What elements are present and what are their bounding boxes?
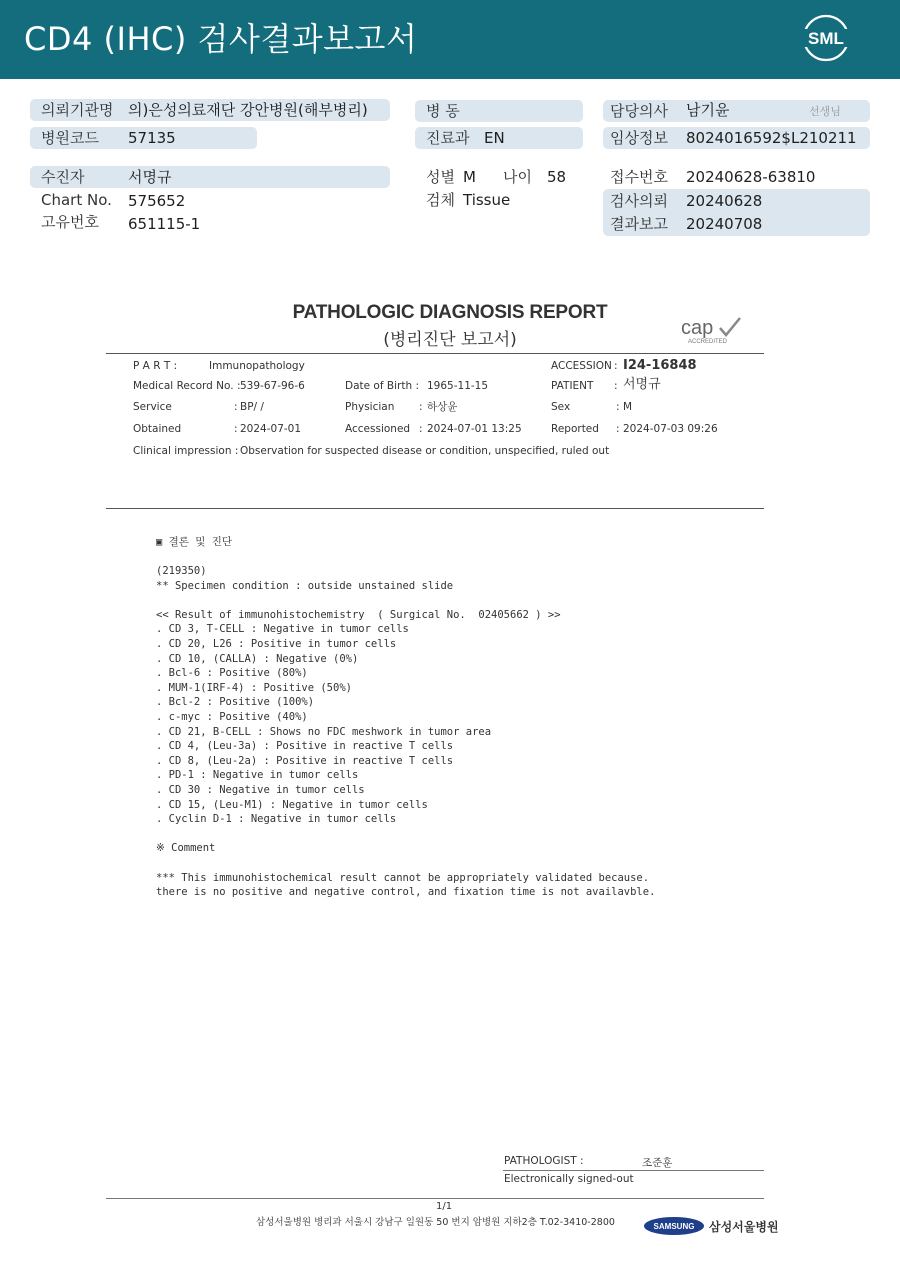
obtained-label: Obtained bbox=[133, 423, 182, 435]
doctor-label: 담당의사 bbox=[610, 102, 668, 120]
receipt-label: 접수번호 bbox=[610, 168, 668, 186]
accession-label: ACCESSION bbox=[551, 360, 612, 372]
receipt-value: 20240628-63810 bbox=[686, 168, 816, 186]
diagnosis-heading: ▣ 결론 및 진단 bbox=[156, 536, 233, 548]
result-label: 결과보고 bbox=[610, 215, 668, 233]
diagnosis-line: . CD 4, (Leu-3a) : Positive in reactive T cells bbox=[156, 740, 454, 753]
patient-label: 수진자 bbox=[41, 168, 85, 186]
diagnosis-line: there is no positive and negative control, and fixation time is not availavble. bbox=[156, 886, 656, 899]
dept-value: EN bbox=[484, 129, 505, 147]
age-label: 나이 bbox=[503, 168, 532, 186]
result-value: 20240708 bbox=[686, 215, 763, 233]
diagnosis-line: . PD-1 : Negative in tumor cells bbox=[156, 769, 359, 782]
dept-label: 진료과 bbox=[426, 129, 470, 147]
samsung-text: SAMSUNG bbox=[653, 1222, 695, 1231]
diagnosis-line: . CD 15, (Leu-M1) : Negative in tumor cells bbox=[156, 798, 428, 811]
footer-rule bbox=[106, 1198, 764, 1199]
diagnosis-line: ※ Comment bbox=[156, 842, 216, 855]
patient-value-report: 서명규 bbox=[623, 377, 661, 392]
diagnosis-line: . CD 20, L26 : Positive in tumor cells bbox=[156, 638, 397, 650]
report-title-en: PATHOLOGIC DIAGNOSIS REPORT bbox=[292, 302, 608, 323]
footer-address: 삼성서울병원 병리과 서울시 강남구 일원동 50 번지 암병원 지하2층 T.02-3410-2800 bbox=[256, 1217, 615, 1228]
diagnosis-line: . CD 21, B-CELL : Shows no FDC meshwork in tumor area bbox=[156, 725, 492, 738]
diagnosis-line: . Bcl-6 : Positive (80%) bbox=[156, 667, 308, 680]
service-label: Service bbox=[133, 401, 172, 413]
dob-label: Date of Birth : bbox=[345, 380, 419, 392]
patient-label-report: PATIENT bbox=[551, 380, 594, 392]
accessioned-value: 2024-07-01 13:25 bbox=[427, 423, 522, 435]
diagnosis-line: *** This immunohistochemical result cannot be appropriately validated because. bbox=[156, 871, 650, 884]
impression-label: Clinical impression : bbox=[133, 445, 239, 457]
sex-value-report: M bbox=[623, 401, 633, 413]
specimen-value: Tissue bbox=[463, 191, 511, 209]
diagnosis-line: . CD 10, (CALLA) : Negative (0%) bbox=[156, 652, 359, 665]
report-mid-rule bbox=[106, 508, 764, 509]
age-value: 58 bbox=[547, 168, 567, 186]
mrn-label: Medical Record No. : bbox=[133, 380, 241, 392]
page-number: 1/1 bbox=[436, 1201, 453, 1212]
diagnosis-line: ** Specimen condition : outside unstained slide bbox=[156, 579, 454, 592]
diagnosis-line: . MUM-1(IRF-4) : Positive (50%) bbox=[156, 681, 352, 694]
clinical-value: 8024016592$L210211 bbox=[686, 129, 857, 147]
samsung-logo-icon bbox=[643, 1216, 705, 1236]
diagnosis-line: . Bcl-2 : Positive (100%) bbox=[156, 696, 315, 709]
diagnosis-line: . CD 8, (Leu-2a) : Positive in reactive T cells bbox=[156, 754, 454, 767]
impression-value: Observation for suspected disease or condition, unspecified, ruled out bbox=[240, 445, 610, 457]
request-label: 검사의뢰 bbox=[610, 192, 668, 210]
diagnosis-line: . Cyclin D-1 : Negative in tumor cells bbox=[156, 813, 397, 826]
footer-hospital: 삼성서울병원 bbox=[709, 1220, 779, 1234]
cap-sub: ACCREDITED bbox=[688, 339, 728, 345]
hospital-code-value: 57135 bbox=[128, 129, 176, 147]
cap-accredited-logo-icon bbox=[680, 312, 744, 346]
doctor-suffix: 선생님 bbox=[809, 105, 841, 118]
signed-out-note: Electronically signed-out bbox=[504, 1173, 634, 1185]
hospital-code-label: 병원코드 bbox=[41, 129, 99, 147]
reported-value: 2024-07-03 09:26 bbox=[623, 423, 718, 435]
doctor-value: 남기윤 bbox=[686, 101, 730, 119]
chart-label: Chart No. bbox=[41, 191, 112, 209]
diagnosis-line: . CD 3, T-CELL : Negative in tumor cells bbox=[156, 623, 409, 636]
diagnosis-line: . c-myc : Positive (40%) bbox=[156, 711, 308, 723]
part-value: Immunopathology bbox=[209, 360, 305, 372]
diagnosis-line: (219350) bbox=[156, 565, 207, 577]
sml-logo-icon bbox=[798, 13, 854, 63]
obtained-value: 2024-07-01 bbox=[240, 423, 302, 435]
signature-rule bbox=[503, 1170, 764, 1171]
sex-value: M bbox=[463, 168, 476, 186]
request-value: 20240628 bbox=[686, 192, 763, 210]
specimen-label: 검체 bbox=[426, 191, 455, 209]
report-top-rule bbox=[106, 353, 764, 354]
sex-label: 성별 bbox=[426, 168, 455, 186]
header-bar bbox=[0, 0, 900, 79]
pathologist-label: PATHOLOGIST : bbox=[504, 1155, 584, 1167]
uid-label: 고유번호 bbox=[41, 213, 99, 231]
pathologist-value: 조준훈 bbox=[642, 1157, 673, 1169]
accessioned-label: Accessioned bbox=[345, 423, 411, 435]
service-value: BP/ / bbox=[240, 401, 264, 413]
chart-value: 575652 bbox=[128, 192, 186, 210]
ward-label: 병 동 bbox=[426, 102, 460, 120]
uid-value: 651115-1 bbox=[128, 215, 201, 233]
physician-value: 하상윤 bbox=[427, 401, 458, 413]
report-title-ko: (병리진단 보고서) bbox=[383, 330, 517, 350]
institution-label: 의뢰기관명 bbox=[41, 101, 114, 119]
accession-value: I24-16848 bbox=[623, 358, 697, 373]
cap-text: cap bbox=[681, 317, 714, 339]
physician-label: Physician bbox=[345, 401, 395, 413]
institution-value: 의)은성의료재단 강안병원(해부병리) bbox=[128, 101, 368, 119]
mrn-value: 539-67-96-6 bbox=[240, 380, 305, 392]
patient-value: 서명규 bbox=[128, 168, 172, 186]
reported-label: Reported bbox=[551, 423, 599, 435]
sex-label-report: Sex bbox=[551, 401, 571, 413]
diagnosis-line: . CD 30 : Negative in tumor cells bbox=[156, 784, 365, 796]
logo-text: SML bbox=[808, 29, 844, 48]
dob-value: 1965-11-15 bbox=[427, 380, 489, 392]
part-label: P A R T : bbox=[133, 360, 178, 372]
page-title: CD4 (IHC) 검사결과보고서 bbox=[24, 20, 418, 58]
diagnosis-line: << Result of immunohistochemistry ( Surgical No. 02405662 ) >> bbox=[156, 608, 561, 621]
clinical-label: 임상정보 bbox=[610, 129, 668, 147]
